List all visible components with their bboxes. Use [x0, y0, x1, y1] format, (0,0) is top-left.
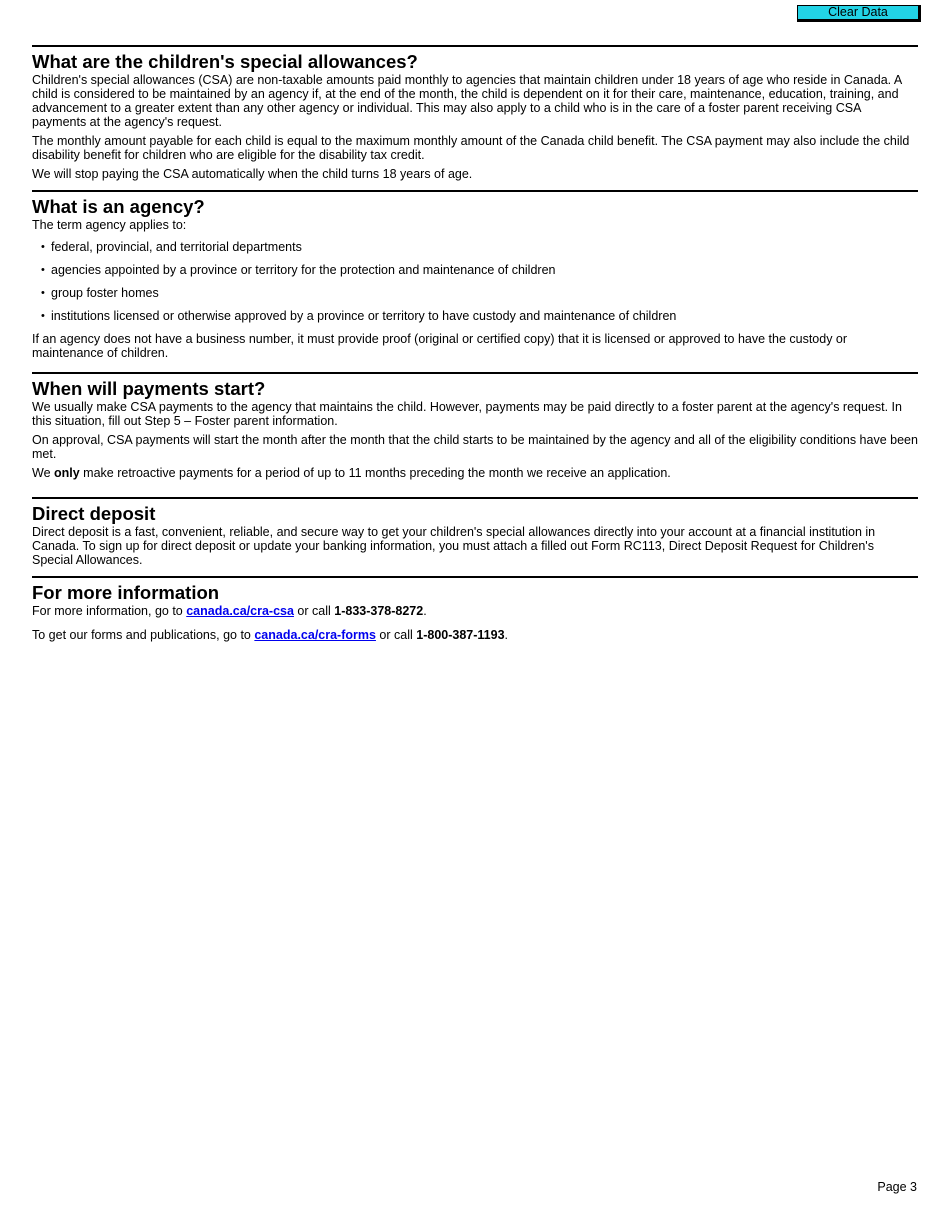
- agency-note: If an agency does not have a business number, it must provide proof (original or certified copy) that it is licensed or approved to have the custody or maintenance of children.: [32, 332, 848, 360]
- section-heading-csa: What are the children's special allowances?: [32, 51, 418, 72]
- payments-paragraph-1: We usually make CSA payments to the agency that maintains the child. However, payments may be paid directly to a foster parent at the agency's request. In this situation, fill out Step 5 – Foster parent information.: [32, 400, 902, 428]
- list-item: [32, 240, 918, 254]
- more-info-line-2-start: To get our forms and publications, go to: [32, 628, 255, 642]
- more-info-line-2: [32, 628, 918, 642]
- clear-data-button[interactable]: Clear Data: [797, 5, 921, 22]
- section-csa-definition: [32, 45, 918, 190]
- payments-paragraph-3: [32, 466, 918, 480]
- section-heading-payments: When will payments start?: [32, 378, 266, 399]
- payments-p3-emphasis: only: [54, 466, 80, 480]
- payments-paragraph-2: On approval, CSA payments will start the month after the month that the child starts to be maintained by the agency and all of the eligibility conditions have been met.: [32, 433, 918, 461]
- bullet-icon: •: [41, 264, 45, 276]
- csa-paragraph-1: Children's special allowances (CSA) are non-taxable amounts paid monthly to agencies that maintain children under 18 years of age who reside in Canada. A child is considered to be maintained by an agency if, at the end of the month, the child is dependent on it for their care, maintenance, education, training, and advancement to a greater extent than any other agency or individual. This may also apply to a child who is in the care of a foster parent receiving CSA payments at the agency's request.: [32, 73, 902, 129]
- section-heading-more-info: For more information: [32, 582, 220, 603]
- bullet-icon: •: [41, 310, 45, 322]
- more-info-line-1-mid: or call: [293, 604, 335, 618]
- section-agency: [32, 190, 918, 372]
- section-direct-deposit: [32, 497, 918, 576]
- section-heading-direct-deposit: Direct deposit: [32, 503, 156, 524]
- section-more-info: [32, 576, 918, 642]
- forms-phone-number: 1-800-387-1193: [416, 628, 505, 642]
- more-info-line-1: [32, 604, 918, 618]
- direct-deposit-paragraph: Direct deposit is a fast, convenient, reliable, and secure way to get your children's special allowances directly into your account at a financial institution in Canada. To sign up for direct deposit or update your banking information, you must attach a filled out Form RC113, Direct Deposit Request for Children's Special Allowances.: [32, 525, 876, 567]
- more-info-line-2-mid: or call: [375, 628, 417, 642]
- more-info-line-1-end: .: [423, 604, 427, 618]
- document-body: [32, 45, 918, 647]
- agency-intro: The term agency applies to:: [32, 218, 187, 232]
- list-item: [32, 263, 918, 277]
- csa-paragraph-2: The monthly amount payable for each child is equal to the maximum monthly amount of the Canada child benefit. The CSA payment may also include the child disability benefit for children who are eligible for the disability tax credit.: [32, 134, 910, 162]
- payments-p3-start: We: [32, 466, 54, 480]
- list-item-text: group foster homes: [51, 286, 159, 300]
- more-info-line-2-end: .: [504, 628, 509, 642]
- list-item: [32, 286, 918, 300]
- list-item: [32, 309, 918, 323]
- cra-csa-link[interactable]: canada.ca/cra-csa: [186, 604, 294, 618]
- csa-phone-number: 1-833-378-8272: [334, 604, 424, 618]
- payments-p3-end: make retroactive payments for a period of up to 11 months preceding the month we receive an application.: [79, 466, 671, 480]
- agency-list: [32, 240, 918, 323]
- list-item-text: institutions licensed or otherwise approved by a province or territory to have custody and maintenance of children: [51, 309, 677, 323]
- cra-forms-link[interactable]: canada.ca/cra-forms: [254, 628, 376, 642]
- section-heading-agency: What is an agency?: [32, 196, 205, 217]
- list-item-text: agencies appointed by a province or territory for the protection and maintenance of children: [51, 263, 556, 277]
- bullet-icon: •: [41, 241, 45, 253]
- csa-paragraph-3: We will stop paying the CSA automatically when the child turns 18 years of age.: [32, 167, 473, 181]
- page-number: Page 3: [877, 1180, 917, 1194]
- more-info-line-1-start: For more information, go to: [32, 604, 187, 618]
- section-payments-start: [32, 372, 918, 497]
- list-item-text: federal, provincial, and territorial departments: [51, 240, 302, 254]
- bullet-icon: •: [41, 287, 45, 299]
